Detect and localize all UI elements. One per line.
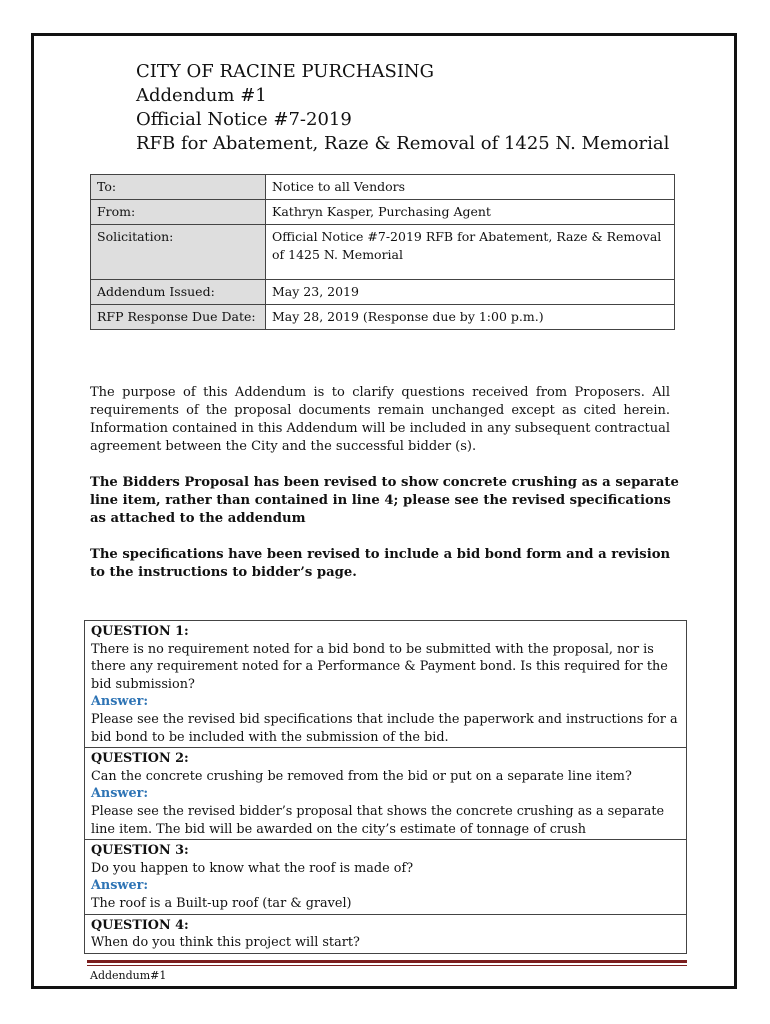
header-addendum: Addendum #1 <box>136 85 267 106</box>
info-value: May 23, 2019 <box>266 280 675 305</box>
info-row <box>91 175 675 200</box>
info-label: Addendum Issued: <box>91 280 266 305</box>
question-text: When do you think this project will start? <box>91 935 360 951</box>
answer-label: Answer: <box>91 786 149 802</box>
revision-note-crushing: The Bidders Proposal has been revised to show concrete crushing as a separate line item, rather than contained in line 4; please see the revised specifications as attached to the addendum <box>90 475 679 526</box>
intro-paragraph: The purpose of this Addendum is to clarify questions received from Proposers. All requirements of the proposal documents remain unchanged except as cited herein. Information contained in this Addendum will be included in any subsequent contractual agreement between the City and the successful bidder (s). <box>90 385 671 454</box>
qa-item <box>85 748 686 840</box>
revision-note-bid-bond: The specifications have been revised to include a bid bond form and a revision to the instructions to bidder’s page. <box>90 547 671 580</box>
question-label: QUESTION 2: <box>91 751 189 767</box>
answer-text: The roof is a Built-up roof (tar & gravel) <box>91 895 352 911</box>
question-label: QUESTION 1: <box>91 624 189 639</box>
info-value: May 28, 2019 (Response due by 1:00 p.m.) <box>266 305 675 330</box>
qa-item <box>85 621 686 748</box>
answer-text: Please see the revised bidder’s proposal that shows the concrete crushing as a separate line item. The bid will be awarded on the city’s estimate of tonnage of crush <box>91 803 665 837</box>
question-label: QUESTION 3: <box>91 843 189 859</box>
info-label: RFP Response Due Date: <box>91 305 266 330</box>
header-rfb-title: RFB for Abatement, Raze & Removal of 1425 N. Memorial <box>136 133 670 154</box>
info-row <box>91 280 675 305</box>
question-text: Can the concrete crushing be removed from the bid or put on a separate line item? <box>91 768 632 784</box>
header-org: CITY OF RACINE PURCHASING <box>136 61 435 82</box>
footer-divider-thin <box>87 965 687 966</box>
info-row <box>91 225 675 280</box>
questions-answers <box>84 620 687 954</box>
qa-item <box>85 840 686 914</box>
document-header <box>136 60 669 156</box>
footer-divider <box>87 960 687 963</box>
info-label: Solicitation: <box>91 225 266 280</box>
info-row <box>91 305 675 330</box>
header-notice: Official Notice #7-2019 <box>136 109 352 130</box>
answer-text: Please see the revised bid specifications that include the paperwork and instructions for a bid bond to be included with the submission of the bid. <box>91 711 678 745</box>
page-footer: Addendum#1 <box>90 969 167 982</box>
qa-item <box>85 915 686 954</box>
info-value: Official Notice #7-2019 RFB for Abatement, Raze & Removal of 1425 N. Memorial <box>266 225 675 280</box>
info-label: From: <box>91 200 266 225</box>
addendum-info-table <box>90 174 675 330</box>
question-text: There is no requirement noted for a bid bond to be submitted with the proposal, nor is there any requirement noted for a Performance & Payment bond. Is this required for the bid submission? <box>91 641 668 692</box>
info-value: Notice to all Vendors <box>266 175 675 200</box>
info-label: To: <box>91 175 266 200</box>
info-value: Kathryn Kasper, Purchasing Agent <box>266 200 675 225</box>
info-row <box>91 200 675 225</box>
question-text: Do you happen to know what the roof is made of? <box>91 860 414 876</box>
answer-label: Answer: <box>91 878 149 894</box>
question-label: QUESTION 4: <box>91 917 189 933</box>
answer-label: Answer: <box>91 694 149 710</box>
